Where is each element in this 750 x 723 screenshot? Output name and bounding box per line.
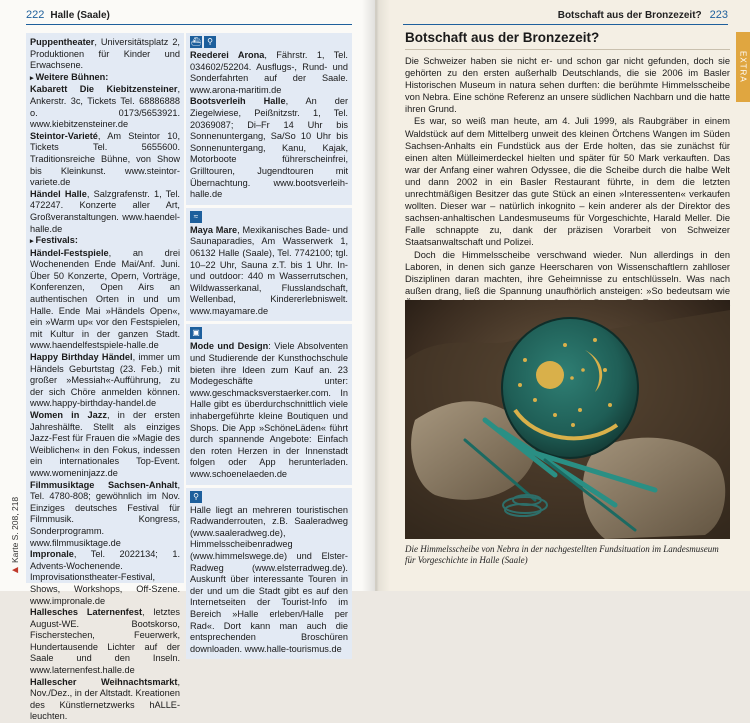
swim-icon: ≈ [190,211,202,223]
listing-details: , Am Steintor 10, Tickets Tel. 5655600. Traditionsreiche Bühne, von Show bis Kleinkunst. www.steintor-variete.de [30,130,180,188]
listing-name: Hallesches Laternenfest [30,607,143,618]
listing-details: , an drei Wochenenden Ende Mai/Anf. Juni. Über 50 Konzerte, Opern, Vorträge, Konferenzen, Open Airs an authentischen Orten in und um Halle. Ende Mai »Händels Open«, ein »Warm up« vor den Festspielen, mit Kultur in der ganzen Stadt. www.haendelfestspiele-halle.de [30,247,180,351]
listing-name: Filmmusiktage Sachsen-Anhalt [30,479,178,490]
listing-name: Reederei Arona [190,50,265,60]
listing-details: , Tel. 2022134; 1. Advents-Wochenende. Improvisationstheater-Festival, Shows, Workshops, Off-Szene. www.impronale.de [30,549,180,606]
listing-name: Happy Birthday Händel [30,352,133,363]
listing-details: , letztes August-WE. Bootskorso, Fischerstechen, Feuerwerk, Hundertausende Lichter auf der Saale und den Inseln. www.laternenfest.halle.de [30,607,180,676]
article [405,30,730,345]
listing-entry [30,549,180,607]
article-paragraph: Die Schweizer haben sie nicht er- und schon gar nicht gefunden, doch sie gehörten zu den ersten außerhalb Deutschlands, die sie 2006 im Basler Historischen Museum in natura sehen durften: die berühmte Himmelsscheibe von Nebra. Eine schöne Referenz an unsere südlichen Nachbarn und die hatte ihren Grund. [405,56,730,115]
section-heading-text: Festivals: [35,235,78,246]
extra-tab: EXTRA [736,32,750,102]
left-running-title: Halle (Saale) [50,10,110,21]
right-running-header [403,9,728,25]
section-heading [30,72,180,85]
listing-details: , An der Ziegelwiese, Peißnitzstr. 1, Tel. 20369087; Di–Fr 14 Uhr bis Sonnenuntergang, Sa/So 10 Uhr bis Sonnenuntergang, Kanu, Kajak, Motorboote führerscheinfrei, Grilltouren, Jugendtouren mit Übernachtung. www.bootsverleih-halle.de [190,96,348,200]
info-box-icons [190,211,348,223]
listing-details: , Tel. 4780-808; gewöhnlich im Nov. Einziges deutsches Festival für Filmmusik. Kongress, Sonderprogramm. www.filmmusiktage.de [30,479,180,548]
listing-name: Impronale [30,549,74,560]
listing-entry [30,607,180,677]
triangle-marker-icon: ▶ [10,566,20,575]
right-running-title: Botschaft aus der Bronzezeit? [557,10,702,21]
listing-name: Händel Halle [30,188,87,199]
listing-entry [30,410,180,480]
nebra-sky-disc-photo [405,300,730,539]
listing-name: Steintor-Varieté [30,130,98,141]
listing-entry [30,131,180,189]
listing-name: Women in Jazz [30,410,107,420]
photo-caption: Die Himmelsscheibe von Nebra in der nachgestellten Fundsituation im Landesmuseum für Vorgeschichte in Halle (Saale) [405,544,719,565]
right-page-number: 223 [709,9,728,21]
info-box-icons [190,327,348,339]
listing-entry [30,677,180,723]
info-box [186,33,352,205]
article-paragraph: Es war, so weiß man heute, am 4. Juli 1999, als Raubgräber in einem Waldstück auf dem Mittelberg unweit des kleinen Örtchens Wangen im Süden Sachsen-Anhalts ein Fundstück aus der Erde holten, das sie zunächst für einen alten Mülleimerdeckel hielten und später für 50 Mark verkauften. Das war der Anfang einer wahren Odyssee, die die Scheibe durch die halbe Welt und dann 2002 in ein Basler Restaurant führte, in dem die letzten unrechtmäßigen Besitzer das gute Stück an einen »Interessenten« verkaufen wollten. Dieser war – natürlich inkognito – kein anderer als der Direktor des sachsen-anhaltischen Landesmuseums für Vorgeschichte, Harald Meller. Die Falle schnappte zu, dank der präzisen Vorarbeit von Schweizer Staatsanwaltschaft und Polizei. [405,116,730,248]
listing-details: , Fährstr. 1, Tel. 034602/52204. Ausflugs-, Rund- und Sonderfahrten auf der Saale. www.arona-maritim.de [190,50,348,95]
shopping-bag-icon: ▣ [190,327,202,339]
listing-entry [190,225,348,318]
listing-details: , in der ersten Jahreshälfte. Stellt als einziges Jazz-Fest für Frauen die »Magie des Weiblichen« in den Fokus, indessen ein internationales Top-Event. www.womeninjazz.de [30,410,180,478]
section-heading-text: Weitere Bühnen: [35,71,109,82]
listing-name: Bootsverleih Halle [190,96,286,107]
listing-entry [30,37,180,72]
listing-name: Hallescher Weihnachtsmarkt [30,676,178,687]
listing-entry [30,84,180,130]
map-reference [8,495,22,575]
bicycle-icon: ⚲ [190,491,202,503]
listing-name: Händel-Festspiele [30,247,109,258]
bullet-triangle-icon: ▸ [30,74,34,82]
listing-details: , Nov./Dez., in der Altstadt. Kreationen des Künstlernetzwerks hALLE-leuchten. [30,676,180,722]
listing-details: , Ankerstr. 3c, Tickets Tel. 68886888 o. 0173/5653921. www.kiebitzensteiner.de [30,84,180,130]
listing-details: Halle liegt an mehreren touristischen Radwanderrouten, z.B. Saaleradweg (www.saaleradweg.de), Himmelsscheibenradweg (www.himmelswege.de) und Elster-Radweg (www.elsterradweg.de). Auskunft über interessante Touren in der und um die Stadt gibt es auf den Internetseiten der Tourist-Info im Bereich »Halle erleben/Halle per Rad«. Dort kann man auch die entsprechenden Broschüren downloaden. www.halle-tourismus.de [190,504,348,654]
listing-entry [30,248,180,352]
listing-details: , Salzgrafenstr. 1, Tel. 472247. Konzerte aller Art, Großveranstaltungen. www.haendel-halle.de [30,188,180,234]
article-title: Botschaft aus der Bronzezeit? [405,30,730,50]
listing-details: , Mexikanisches Bade- und Saunaparadies, Am Wasserwerk 1, 06132 Halle (Saale), Tel. 7742100; tgl. 10–22 Uhr, Sauna z.T. bis 1 Uhr. In- und outdoor: 440 m Wasserrutschen, Wildwasserkanal, Flusslandschaft, Wellenbad, Kindererlebniswelt. www.mayamare.de [190,224,349,316]
bicycle-icon: ⚲ [204,36,216,48]
info-box [186,324,352,484]
info-box [186,488,352,660]
left-page-number: 222 [26,9,45,21]
section-heading [30,235,180,248]
listing-name: Mode und Design [190,341,269,352]
info-box-icons [190,36,348,48]
listing-entry [190,50,348,96]
ship-icon: ⛴ [190,37,202,46]
map-reference-text: Karte S. 208, 218 [10,496,20,563]
left-running-header [26,9,352,25]
listing-entry [30,480,180,550]
left-column-a [26,33,184,722]
listing-details: , Universitätsplatz 2, Produktionen für Kinder und Erwachsene. [30,37,180,71]
info-box [186,208,352,322]
listing-entry [190,96,348,200]
listing-name: Kabarett Die Kiebitzensteiner [30,84,178,95]
listing-entry [30,352,180,410]
left-column-b [186,33,352,654]
listing-name: Puppentheater [30,37,95,47]
listing-entry [30,189,180,235]
bullet-triangle-icon: ▸ [30,238,34,246]
article-paragraph: Doch die Himmelsscheibe verschwand wieder. Nun allerdings in den Laboren, in denen sich ganze Heerscharen von Wissenschaftlern zahlloser Disziplinen daran machten, ihre Geheimnisse zu entschlüsseln. Was nach außen drang, ließ die Spannung unaufhörlich ansteigen: »So bedeutsam wie [405,249,730,296]
listing-entry [190,505,348,656]
listing-details: , immer um Händels Geburtstag (23. Feb.) mit großer »Messiah«-Aufführung, zu der sich Chöre anmelden können. www.happy-birthday-handel.de [30,352,180,409]
info-box-icons [190,491,348,503]
listing-entry [190,341,348,480]
photo-illustration [405,300,730,539]
listing-details: : Viele Absolventen und Studierende der Kunsthochschule bieten ihre Ideen zum Kauf an. 23 Modegeschäfte unter: www.geschmacksverstaerker.com. In Halle gibt es überdurchschnittlich viele inhabergeführte kleine Boutiquen und Shops. Die App »SchöneLäden« führt durch spannende Angebote: Einfach den roten Herzen in der Innenstadt folgen oder App herunterladen. www.schoenelaeden.de [190,341,349,479]
listing-name: Maya Mare [190,224,238,235]
